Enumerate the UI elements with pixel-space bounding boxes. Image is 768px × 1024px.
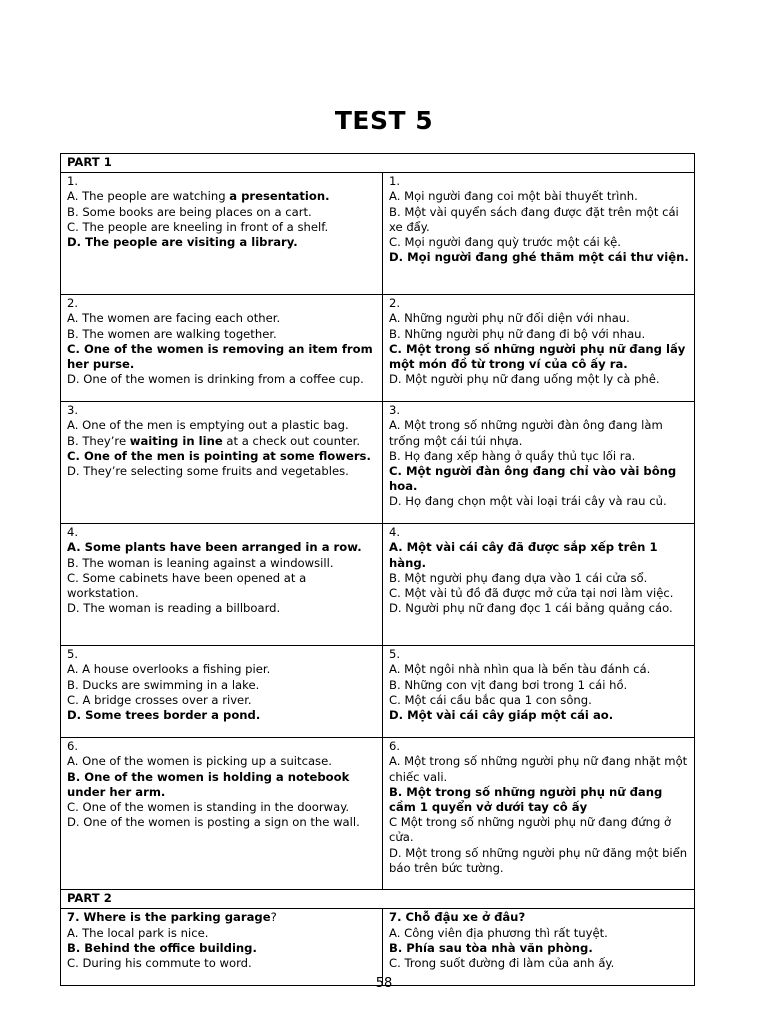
english-cell xyxy=(61,402,383,524)
vietnamese-cell xyxy=(383,173,695,295)
option-c: C. Một cái cầu bắc qua 1 con sông. xyxy=(389,692,592,707)
table-row xyxy=(61,173,695,295)
option-a: A. Một ngôi nhà nhìn qua là bến tàu đánh cá. xyxy=(389,662,651,677)
option-d: D. They’re selecting some fruits and vegetables. xyxy=(67,464,349,479)
part1-header: PART 1 xyxy=(61,154,695,173)
option-a-answer: A. Một vài cái cây đã được sắp xếp trên 1 hàng. xyxy=(389,540,658,570)
english-cell xyxy=(61,909,383,986)
option-a: A. Một trong số những người phụ nữ đang nhặt một chiếc vali. xyxy=(389,754,688,784)
question-number: 3. xyxy=(67,403,79,418)
part2-header-row xyxy=(61,890,695,909)
vietnamese-cell xyxy=(383,909,695,986)
option-b-answer: B. Một trong số những người phụ nữ đang cầm 1 quyển vở dưới tay cô ấy xyxy=(389,784,663,815)
option-d: D. Họ đang chọn một vài loại trái cây và rau củ. xyxy=(389,494,667,509)
option-c-answer: C. Một trong số những người phụ nữ đang lấy một món đồ từ trong ví của cô ấy ra. xyxy=(389,341,686,372)
question-line: 7. Where is the parking garage? xyxy=(67,910,277,925)
question-number: 6. xyxy=(389,739,401,754)
question-number: 5. xyxy=(67,647,79,662)
question-number: 2. xyxy=(389,296,401,311)
option-a: A. Những người phụ nữ đối diện với nhau. xyxy=(389,311,630,326)
table-row xyxy=(61,738,695,890)
option-a-answer: A. Some plants have been arranged in a row. xyxy=(67,540,362,555)
part1-header-row xyxy=(61,154,695,173)
page-title: TEST 5 xyxy=(334,106,434,135)
option-a: A. A house overlooks a fishing pier. xyxy=(67,662,271,677)
page-number: 58 xyxy=(375,976,393,991)
option-b: B. Ducks are swimming in a lake. xyxy=(67,677,260,692)
option-c: C. Some cabinets have been opened at a workstation. xyxy=(67,570,307,601)
english-cell xyxy=(61,173,383,295)
question-number: 4. xyxy=(389,525,401,540)
english-cell xyxy=(61,295,383,402)
option-d-answer: D. Mọi người đang ghé thăm một cái thư viện. xyxy=(389,250,689,265)
option-a: A. One of the men is emptying out a plastic bag. xyxy=(67,418,349,433)
option-d: D. Một trong số những người phụ nữ đăng một biển báo trên bức tường. xyxy=(389,845,688,875)
option-c: C. During his commute to word. xyxy=(67,956,252,971)
option-a: A. Một trong số những người đàn ông đang làm trống một cái túi nhựa. xyxy=(389,418,663,448)
option-b: B. The woman is leaning against a windowsill. xyxy=(67,555,334,570)
english-cell xyxy=(61,646,383,738)
option-d: D. One of the women is posting a sign on the wall. xyxy=(67,815,360,830)
vietnamese-cell xyxy=(383,524,695,646)
option-d: D. Một người phụ nữ đang uống một ly cà phê. xyxy=(389,372,660,387)
english-cell xyxy=(61,738,383,890)
option-c: C. One of the women is standing in the doorway. xyxy=(67,800,350,815)
option-a: A. The women are facing each other. xyxy=(67,311,281,326)
question-number: 2. xyxy=(67,296,79,311)
option-b-answer: B. Behind the office building. xyxy=(67,940,257,955)
option-b: B. The women are walking together. xyxy=(67,326,277,341)
option-d: D. Người phụ nữ đang đọc 1 cái bảng quảng cáo. xyxy=(389,601,673,616)
option-a: A. Mọi người đang coi một bài thuyết trình. xyxy=(389,189,638,204)
question-number: 3. xyxy=(389,403,401,418)
question-number: 4. xyxy=(67,525,79,540)
vietnamese-cell xyxy=(383,402,695,524)
vietnamese-cell xyxy=(383,295,695,402)
option-b: B. Some books are being places on a cart. xyxy=(67,204,312,219)
test-table xyxy=(60,153,695,986)
option-c: C Một trong số những người phụ nữ đang đứng ở cửa. xyxy=(389,815,672,845)
table-row xyxy=(61,524,695,646)
vietnamese-cell xyxy=(383,738,695,890)
option-b-answer: B. Phía sau tòa nhà văn phòng. xyxy=(389,940,593,955)
option-b-answer: B. One of the women is holding a notebook under her arm. xyxy=(67,769,350,799)
option-c: C. Một vài tủ đồ đã được mở cửa tại nơi làm việc. xyxy=(389,586,674,601)
option-d: D. One of the women is drinking from a coffee cup. xyxy=(67,372,364,387)
option-a: A. Công viên địa phương thì rất tuyệt. xyxy=(389,925,608,940)
option-c: C. The people are kneeling in front of a shelf. xyxy=(67,219,329,234)
question-number: 1. xyxy=(67,174,79,189)
option-b: B. They’re waiting in line at a check out counter. xyxy=(67,433,361,448)
option-d-answer: D. Một vài cái cây giáp một cái ao. xyxy=(389,708,614,723)
option-b: B. Một vài quyển sách đang được đặt trên một cái xe đẩy. xyxy=(389,204,679,234)
option-c-answer: C. One of the women is removing an item from her purse. xyxy=(67,341,373,372)
option-c-answer: C. One of the men is pointing at some flowers. xyxy=(67,448,371,463)
option-a: A. One of the women is picking up a suitcase. xyxy=(67,754,332,769)
question-line: 7. Chỗ đậu xe ở đâu? xyxy=(389,910,526,925)
question-number: 5. xyxy=(389,647,401,662)
table-row xyxy=(61,402,695,524)
option-d-answer: D. Some trees border a pond. xyxy=(67,708,261,723)
option-d: D. The woman is reading a billboard. xyxy=(67,601,281,616)
option-a: A. The people are watching a presentation. xyxy=(67,189,330,204)
option-b: B. Họ đang xếp hàng ở quầy thủ tục lối ra. xyxy=(389,448,636,463)
option-c: C. Trong suốt đường đi làm của anh ấy. xyxy=(389,956,615,971)
vietnamese-cell xyxy=(383,646,695,738)
option-b: B. Một người phụ đang dựa vào 1 cái cửa sổ. xyxy=(389,570,648,585)
option-c: C. A bridge crosses over a river. xyxy=(67,692,252,707)
table-row xyxy=(61,646,695,738)
option-d-answer: D. The people are visiting a library. xyxy=(67,235,298,250)
question-number: 1. xyxy=(389,174,401,189)
option-a: A. The local park is nice. xyxy=(67,925,209,940)
part2-header: PART 2 xyxy=(61,890,695,909)
table-row xyxy=(61,909,695,986)
option-c: C. Mọi người đang quỳ trước một cái kệ. xyxy=(389,235,621,250)
question-number: 6. xyxy=(67,739,79,754)
option-b: B. Những người phụ nữ đang đi bộ với nhau. xyxy=(389,326,646,341)
option-b: B. Những con vịt đang bơi trong 1 cái hồ. xyxy=(389,677,628,692)
table-row xyxy=(61,295,695,402)
english-cell xyxy=(61,524,383,646)
option-c-answer: C. Một người đàn ông đang chỉ vào vài bông hoa. xyxy=(389,464,677,494)
